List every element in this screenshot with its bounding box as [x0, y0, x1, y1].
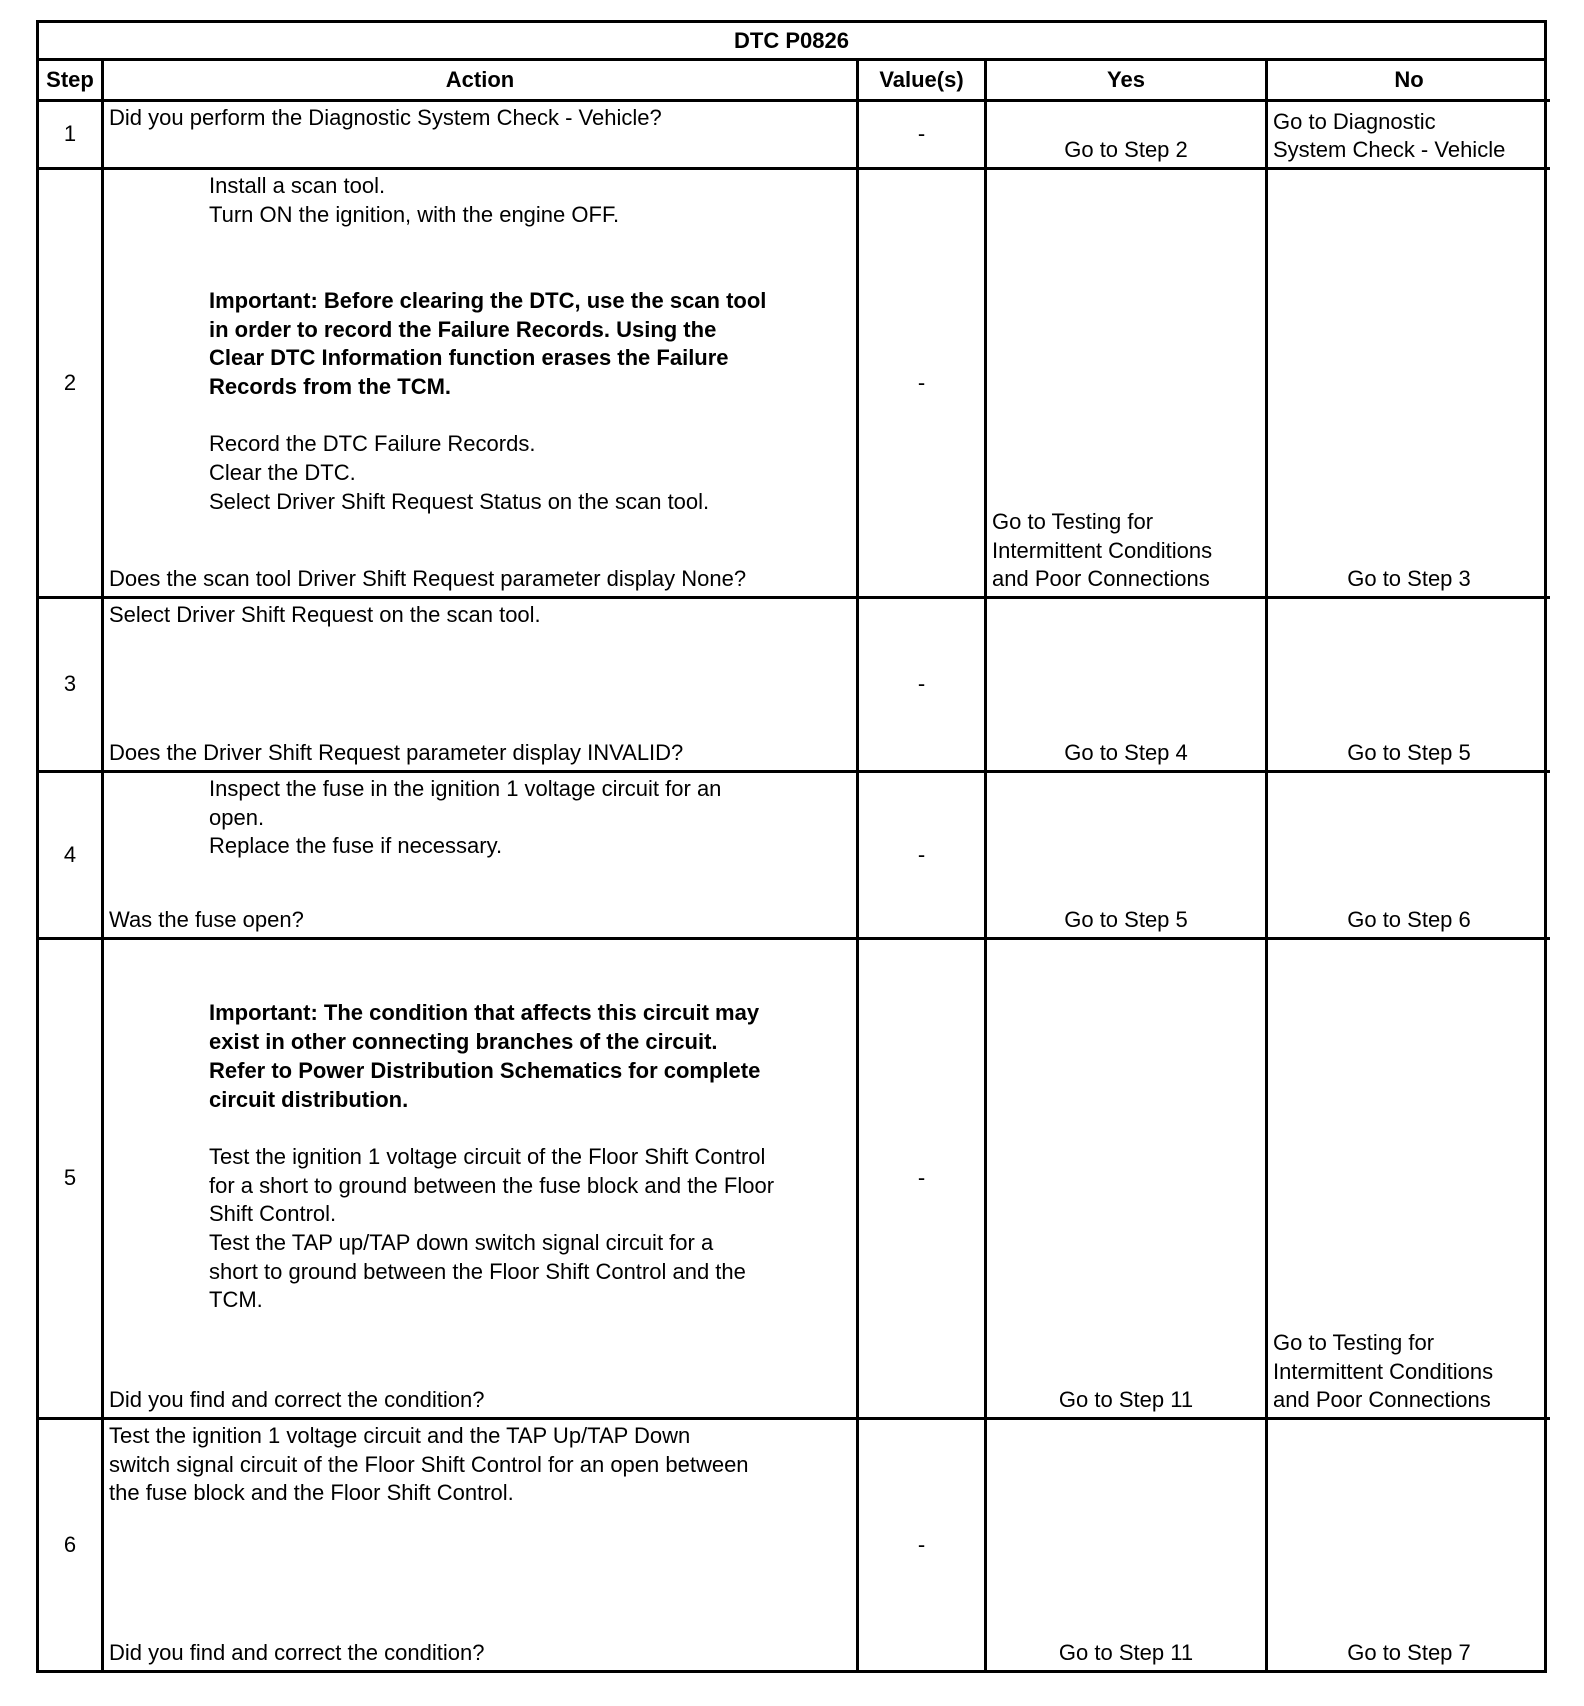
no-result-text: Go to Diagnostic	[1273, 108, 1436, 134]
action-instructions	[109, 172, 851, 516]
action-instructions	[109, 1422, 851, 1508]
instruction-line: Replace the fuse if necessary.	[209, 833, 503, 859]
action-cell	[104, 170, 859, 599]
yes-result-cell	[987, 170, 1268, 599]
yes-result-text: Intermittent Conditions	[992, 537, 1213, 563]
action-instructions	[109, 775, 851, 861]
value: -	[917, 1165, 926, 1191]
instruction-line: Important: Before clearing the DTC, use the scan tool	[209, 287, 767, 313]
yes-result-text: Go to Step 11	[1058, 1640, 1194, 1666]
no-result-cell	[1268, 102, 1550, 170]
no-result-cell	[1268, 599, 1550, 773]
value-cell	[859, 940, 987, 1420]
header-step: Step	[39, 61, 104, 102]
value-cell	[859, 102, 987, 170]
instruction-block	[109, 104, 851, 133]
no-result-text: Go to Step 6	[1347, 907, 1471, 933]
yes-result-text: and Poor Connections	[992, 566, 1210, 592]
step-number-cell	[39, 1420, 104, 1670]
instruction-line: Important: The condition that affects this circuit may	[209, 1000, 760, 1026]
instruction-line: exist in other connecting branches of the circuit.	[209, 1029, 718, 1055]
step-number-cell	[39, 599, 104, 773]
instruction-block	[109, 1422, 851, 1508]
value: -	[917, 671, 926, 697]
no-result-cell	[1268, 940, 1550, 1420]
action-instructions	[109, 601, 851, 630]
step-number: 5	[63, 1165, 77, 1191]
value: -	[917, 1531, 926, 1557]
value: -	[917, 369, 926, 395]
instruction-block	[109, 601, 851, 630]
instruction-block	[109, 430, 851, 516]
header-yes: Yes	[987, 61, 1268, 102]
instruction-line: Refer to Power Distribution Schematics for complete	[209, 1057, 761, 1083]
yes-result-text: Go to Step 11	[1058, 1387, 1194, 1413]
step-number-cell	[39, 170, 104, 599]
value-cell	[859, 170, 987, 599]
instruction-block	[109, 775, 851, 861]
value-cell	[859, 1420, 987, 1670]
instruction-line: Select Driver Shift Request on the scan tool.	[109, 602, 541, 627]
dtc-table	[36, 20, 1547, 1673]
instruction-line: Clear DTC Information function erases the Failure	[209, 345, 729, 371]
value: -	[917, 841, 926, 867]
step-number-cell	[39, 940, 104, 1420]
no-result-cell	[1268, 773, 1550, 940]
yes-result-text: Go to Step 5	[1064, 907, 1188, 933]
action-cell	[104, 102, 859, 170]
no-result-text: System Check - Vehicle	[1273, 137, 1506, 163]
instruction-line: Install a scan tool.	[209, 173, 386, 198]
value-cell	[859, 599, 987, 773]
step-number: 1	[63, 121, 77, 147]
instruction-line: Inspect the fuse in the ignition 1 voltage circuit for an	[209, 776, 722, 801]
no-result-text: Go to Step 7	[1347, 1640, 1471, 1666]
no-result-text: Go to Testing for	[1273, 1329, 1435, 1355]
value-cell	[859, 773, 987, 940]
instruction-block	[109, 172, 851, 229]
instruction-line: circuit distribution.	[209, 1086, 409, 1112]
action-instructions	[109, 104, 851, 133]
important-note	[109, 287, 851, 402]
instruction-line: TCM.	[209, 1287, 263, 1313]
action-question: Does the scan tool Driver Shift Request parameter display None?	[109, 566, 747, 592]
instruction-line: for a short to ground between the fuse block and the Floor	[209, 1172, 775, 1198]
instruction-line: in order to record the Failure Records. Using the	[209, 316, 717, 342]
yes-result-cell	[987, 1420, 1268, 1670]
instruction-line: Did you perform the Diagnostic System Check - Vehicle?	[109, 105, 662, 130]
yes-result-cell	[987, 599, 1268, 773]
action-question: Does the Driver Shift Request parameter display INVALID?	[109, 740, 684, 766]
yes-result-text: Go to Step 2	[1064, 137, 1188, 163]
instruction-line: Shift Control.	[209, 1201, 337, 1227]
instruction-line: Test the ignition 1 voltage circuit and the TAP Up/TAP Down	[109, 1423, 691, 1448]
important-note	[109, 999, 851, 1114]
table-title: DTC P0826	[39, 23, 1544, 61]
instruction-line: Select Driver Shift Request Status on the scan tool.	[209, 488, 710, 514]
no-result-cell	[1268, 170, 1550, 599]
instruction-line: Test the ignition 1 voltage circuit of the Floor Shift Control	[209, 1143, 766, 1169]
action-question: Was the fuse open?	[109, 907, 304, 933]
instruction-line: short to ground between the Floor Shift Control and the	[209, 1258, 746, 1284]
action-cell	[104, 940, 859, 1420]
header-values: Value(s)	[859, 61, 987, 102]
step-number: 3	[63, 671, 77, 697]
yes-result-cell	[987, 773, 1268, 940]
header-action: Action	[104, 61, 859, 102]
yes-result-text: Go to Testing for	[992, 508, 1154, 534]
action-cell	[104, 773, 859, 940]
action-question: Did you find and correct the condition?	[109, 1640, 485, 1666]
instruction-line: switch signal circuit of the Floor Shift Control for an open between	[109, 1451, 749, 1477]
instruction-line: Record the DTC Failure Records.	[209, 431, 536, 457]
yes-result-cell	[987, 940, 1268, 1420]
yes-result-text: Go to Step 4	[1064, 740, 1188, 766]
header-no: No	[1268, 61, 1550, 102]
instruction-line: open.	[209, 804, 265, 830]
no-result-text: Intermittent Conditions	[1273, 1358, 1494, 1384]
step-number: 6	[63, 1531, 77, 1557]
step-number: 2	[63, 369, 77, 395]
step-number-cell	[39, 773, 104, 940]
instruction-line: the fuse block and the Floor Shift Control.	[109, 1480, 514, 1506]
instruction-line: Test the TAP up/TAP down switch signal circuit for a	[209, 1230, 714, 1255]
instruction-line: Records from the TCM.	[209, 373, 452, 399]
no-result-text: Go to Step 3	[1347, 566, 1471, 592]
yes-result-cell	[987, 102, 1268, 170]
no-result-cell	[1268, 1420, 1550, 1670]
action-cell	[104, 599, 859, 773]
action-instructions	[109, 942, 851, 1315]
step-number-cell	[39, 102, 104, 170]
action-cell	[104, 1420, 859, 1670]
value: -	[917, 121, 926, 147]
no-result-text: and Poor Connections	[1273, 1387, 1491, 1413]
instruction-block	[109, 1143, 851, 1315]
action-question: Did you find and correct the condition?	[109, 1387, 485, 1413]
no-result-text: Go to Step 5	[1347, 740, 1471, 766]
instruction-line: Turn ON the ignition, with the engine OFF.	[209, 201, 620, 227]
step-number: 4	[63, 841, 77, 867]
instruction-line: Clear the DTC.	[209, 460, 356, 485]
